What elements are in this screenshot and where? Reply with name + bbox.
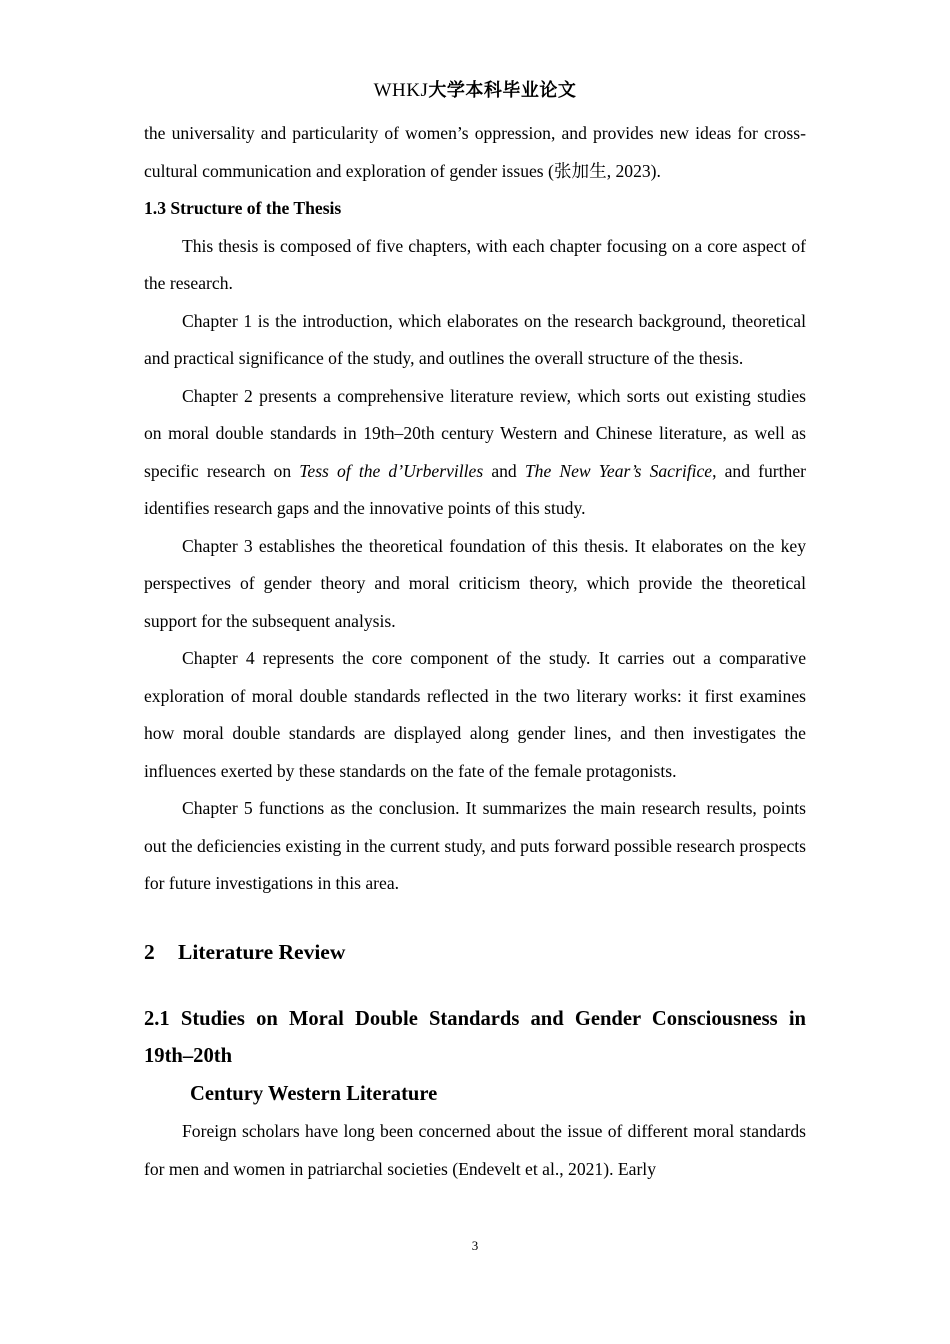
chapter-title: Literature Review [178,939,346,964]
paragraph-7: Foreign scholars have long been concerned about the issue of different moral standards for men and women in patriarchal societies (Endevelt et al., 2021). Early [144,1121,806,1179]
header-chinese: 大学本科毕业论文 [428,80,577,101]
paragraph-5: Chapter 4 represents the core component of the study. It carries out a comparative exploration of moral double standards reflected in the two literary works: it first examines how moral double standards are displayed along gender lines, and then investigates the influences exerted by these standards on the fate of the female protagonists. [144,648,806,781]
page-number: 3 [471,1238,479,1253]
title-tess: Tess of the d’Urbervilles [299,460,484,481]
paragraph-6: Chapter 5 functions as the conclusion. It summarizes the main research results, points out the deficiencies existing in the current study, and puts forward possible research prospects for future investigations in this area. [144,798,806,893]
chapter-number: 2 [144,939,155,964]
header-latin: WHKJ [373,80,429,101]
body-text [144,115,806,1188]
paragraph-3-b: and [483,460,525,481]
paragraph-1: This thesis is composed of five chapters, with each chapter focusing on a core aspect of the research. [144,235,806,293]
paragraph-3-a: Chapter 2 presents a comprehensive literature review, which sorts out existing studies on moral double standards in 19th–20th century Western and Chinese literature, as well as specific research on [144,385,806,481]
paragraph-continued: the universality and particularity of women’s oppression, and provides new ideas for cross-cultural communication and exploration of gender issues (张加生, 2023). [144,123,806,181]
paragraph-3-c: , and further identifies research gaps and the innovative points of this study. [144,460,807,518]
paragraph-2: Chapter 1 is the introduction, which elaborates on the research background, theoretical and practical significance of the study, and outlines the overall structure of the thesis. [144,310,806,368]
section-heading-2-1 [144,1001,806,1114]
paragraph-4: Chapter 3 establishes the theoretical foundation of this thesis. It elaborates on the key perspectives of gender theory and moral criticism theory, which provide the theoretical support for the subsequent analysis. [144,535,806,631]
paragraph-3 [144,378,806,528]
chapter-heading-2 [144,932,806,972]
section-heading-1-3: 1.3 Structure of the Thesis [144,198,342,218]
section-heading-2-1-line1: 2.1 Studies on Moral Double Standards and Gender Consciousness in 19th–20th [144,1007,806,1067]
section-heading-2-1-line2: Century Western Literature [190,1082,438,1105]
title-new-years-sacrifice: The New Year’s Sacrifice [524,460,713,481]
running-header [0,76,950,102]
